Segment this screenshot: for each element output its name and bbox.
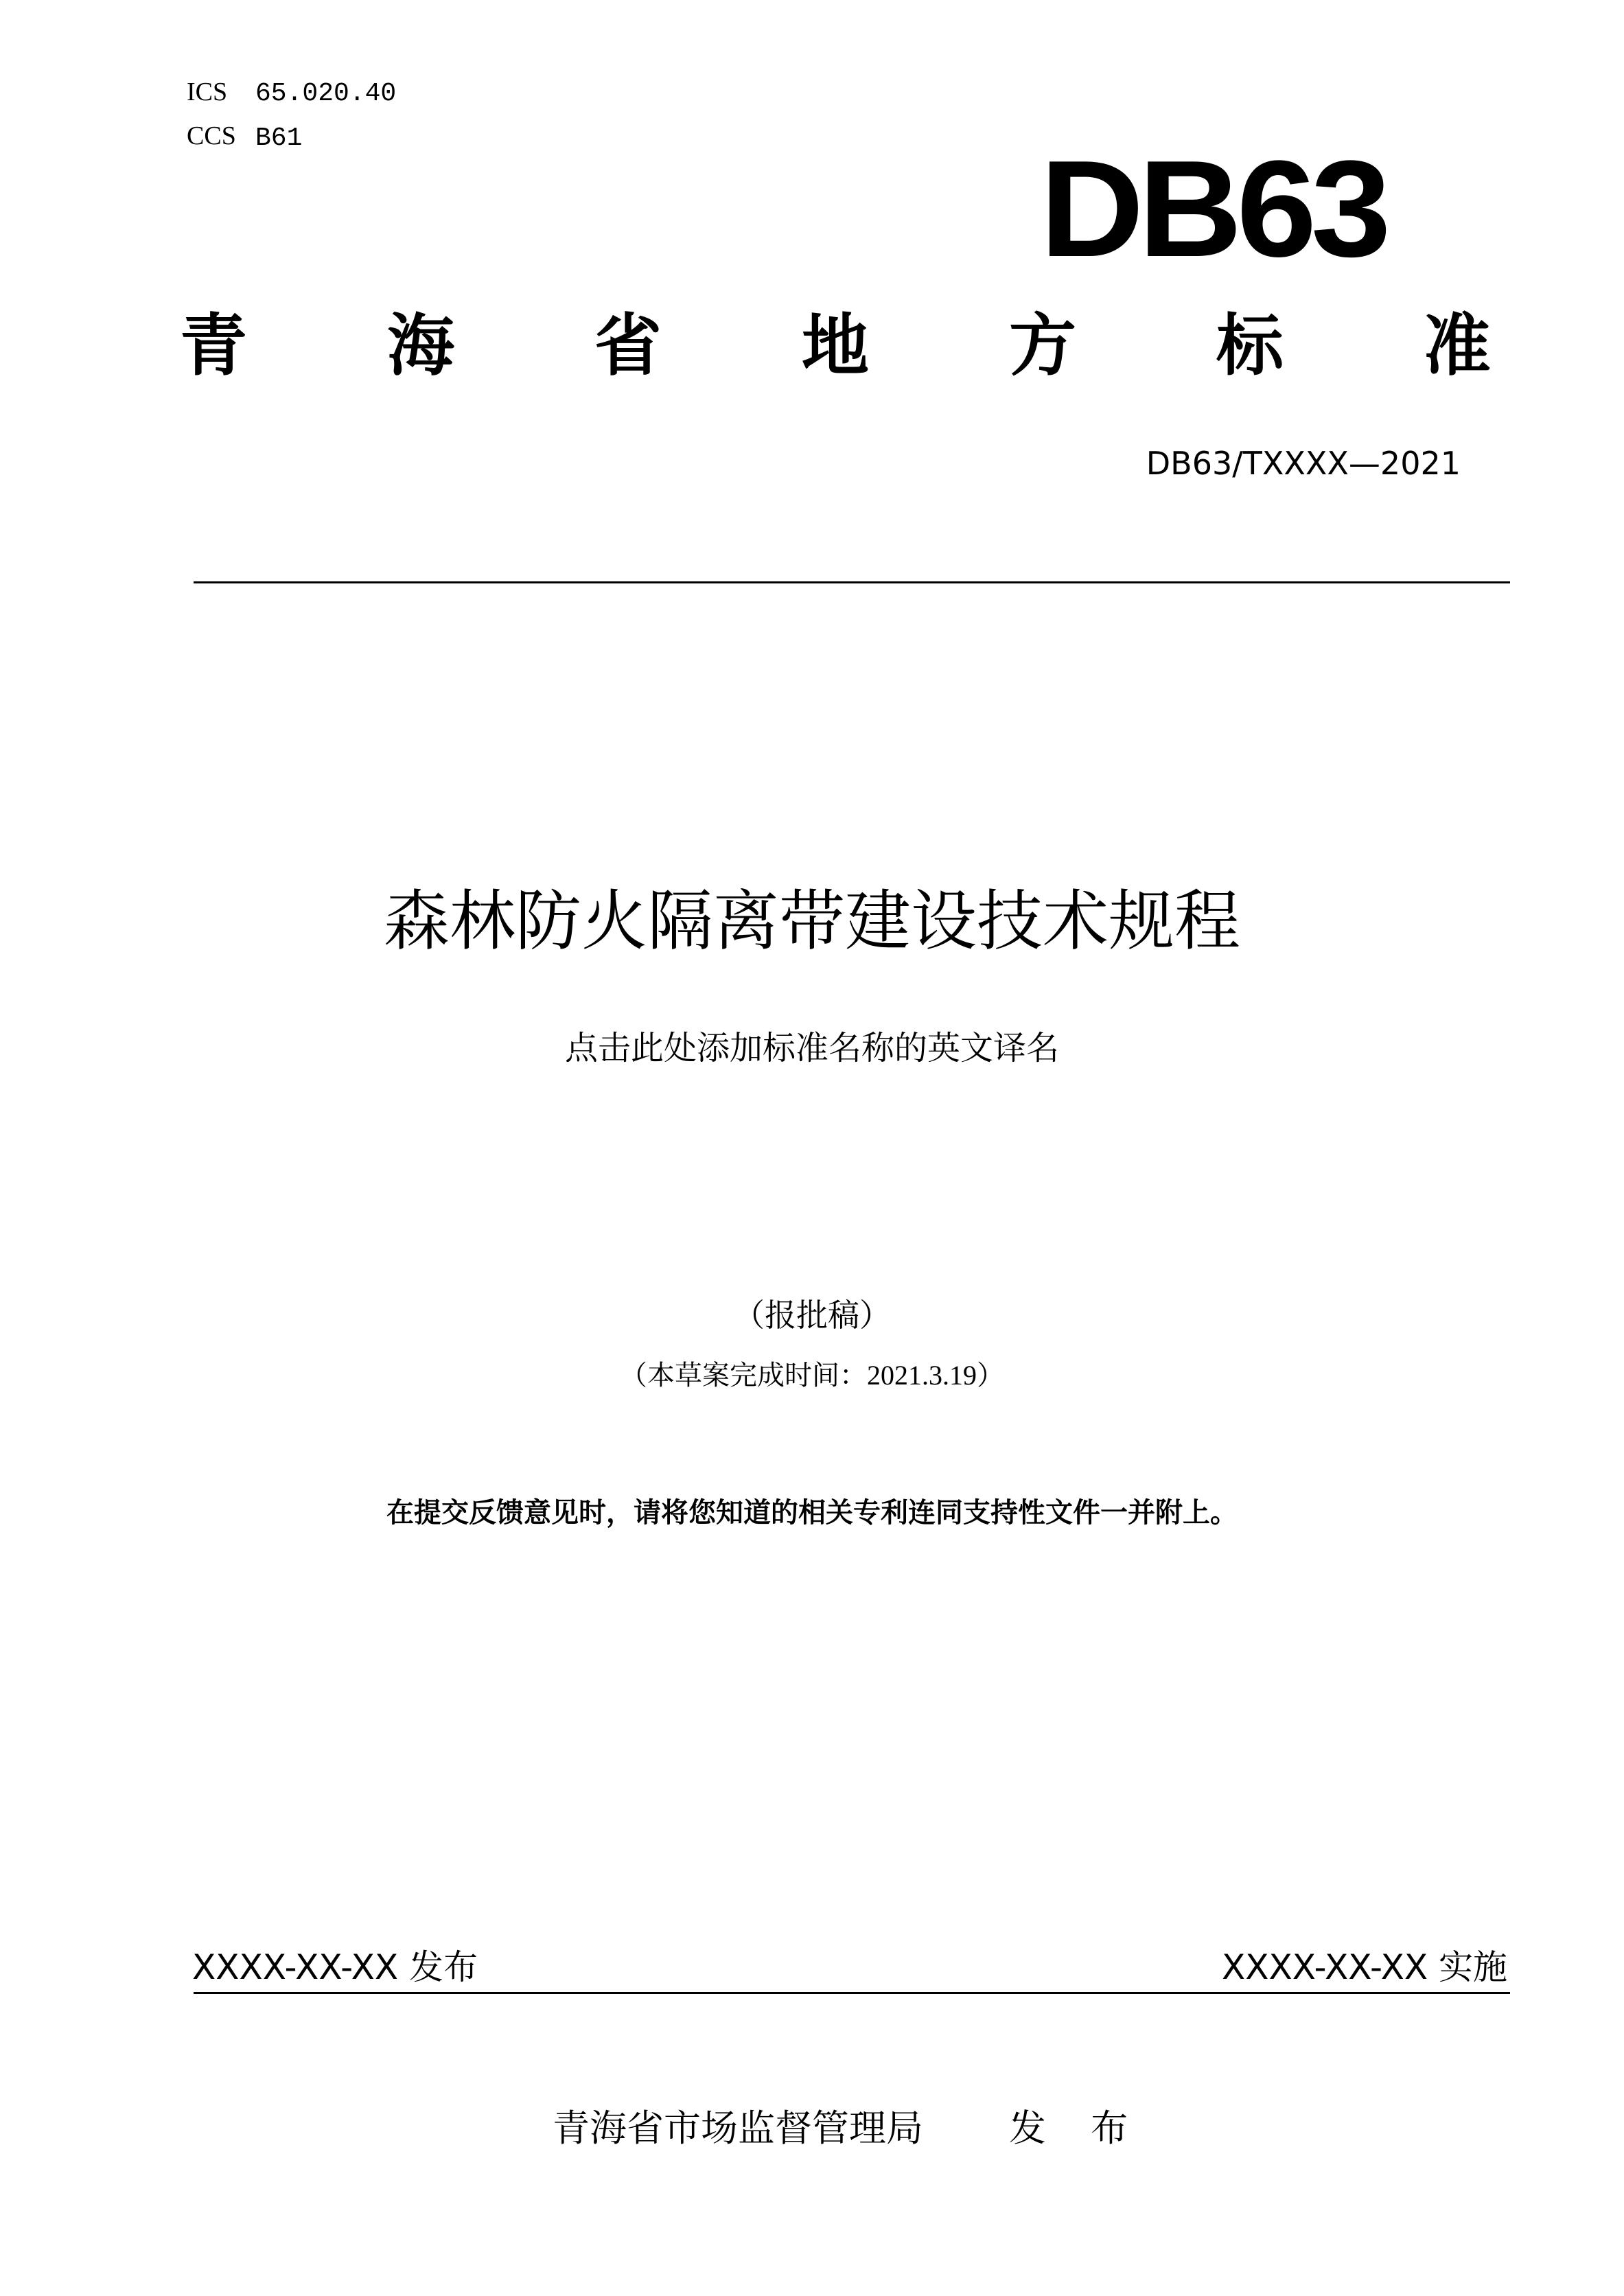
standard-type-code: DB63	[1040, 132, 1386, 286]
category-char: 海	[386, 307, 454, 385]
document-title: 森林防火隔离带建设技术规程	[384, 883, 1240, 960]
draft-completion-date: （本草案完成时间：2021.3.19）	[620, 1360, 1004, 1391]
issue-date: XXXX-XX-XX 发布	[192, 1947, 478, 1987]
implementation-date: XXXX-XX-XX 实施	[1221, 1947, 1507, 1987]
patent-notice: 在提交反馈意见时，请将您知道的相关专利连同支持性文件一并附上。	[386, 1497, 1238, 1528]
draft-stage: （报批稿）	[733, 1298, 891, 1333]
publisher-name: 青海省市场监督管理局	[553, 2107, 923, 2150]
category-char: 标	[1216, 307, 1284, 385]
ics-value: 65.020.40	[255, 79, 397, 108]
footer-divider	[194, 1992, 1510, 1994]
publish-label: 发 布	[1009, 2107, 1145, 2150]
header-divider	[194, 581, 1510, 583]
ccs-value: B61	[255, 124, 303, 153]
category-char: 地	[801, 307, 869, 385]
standard-category-title	[180, 307, 1491, 385]
category-char: 省	[594, 307, 662, 385]
standard-number: DB63/TXXXX—2021	[1146, 445, 1461, 482]
ccs-label: CCS	[187, 121, 236, 150]
ics-label: ICS	[187, 78, 228, 106]
category-char: 青	[180, 307, 248, 385]
category-char: 准	[1423, 307, 1491, 385]
category-char: 方	[1008, 307, 1076, 385]
english-title-placeholder[interactable]: 点击此处添加标准名称的英文译名	[564, 1029, 1059, 1067]
